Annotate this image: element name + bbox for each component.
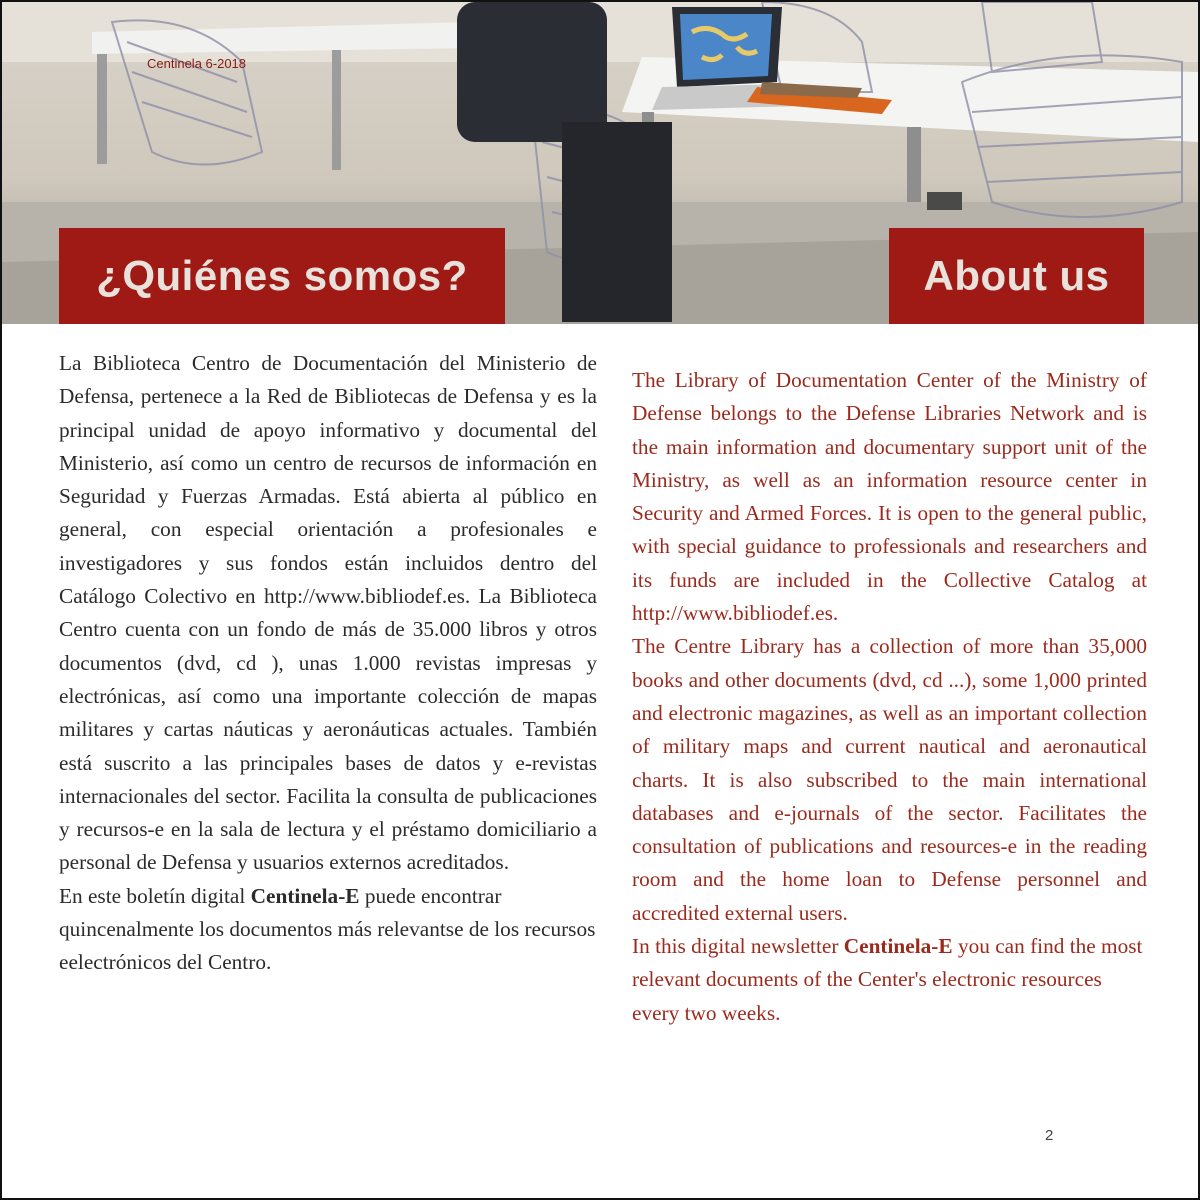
brand-name-es: Centinela-E bbox=[250, 883, 360, 908]
page-number: 2 bbox=[1045, 1127, 1054, 1144]
spanish-p2-intro: En este boletín digital bbox=[59, 883, 246, 908]
hero-photo bbox=[2, 2, 1198, 324]
english-paragraph-1: The Library of Documentation Center of the Ministry of Defense belongs to the Defense Libraries Network and is the main information and documentary support unit of the Ministry, as well as an information resource center in Security and Armed Forces. It is open to the general public, with special guidance to professionals and researchers and its funds are included in the Collective Catalog at http://www.bibliodef.es. bbox=[632, 368, 1147, 626]
english-paragraph-2: The Centre Library has a collection of more than 35,000 books and other documents (dvd, cd ...), some 1,000 printed and electronic magazines, as well as an important collection of military maps and current nautical and aeronautical charts. It is also subscribed to the main international databases and e-journals of the sector. Facilitates the consultation of publications and resources-e in the reading room and the home loan to Defense personnel and accredited external users. bbox=[632, 634, 1147, 925]
english-p3-rest: you can find the most relevant documents of the Center's electronic resources every two weeks. bbox=[632, 934, 1143, 1025]
issue-tag: Centinela 6-2018 bbox=[147, 56, 247, 71]
english-paragraph-3 bbox=[632, 930, 1147, 1030]
spanish-paragraph-1: La Biblioteca Centro de Documentación del Ministerio de Defensa, pertenece a la Red de Bibliotecas de Defensa y es la principal unidad de apoyo informativo y documental del Ministerio, así como un centro de recursos de información en Seguridad y Fuerzas Armadas. Está abierta al público en general, con especial orientación a profesionales e investigadores y sus fondos están incluidos dentro del Catálogo Colectivo en http://www.bibliodef.es. La Biblioteca Centro cuenta con un fondo de más de 35.000 libros y otros documentos (dvd, cd ), unas 1.000 revistas impresas y electrónicas, así como una importante colección de mapas militares y cartas náuticas y aeronáuticas actuales. También está suscrito a las principales bases de datos y e-revistas internacionales del sector. Facilita la consulta de publicaciones y recursos-e en la sala de lectura y el préstamo domiciliario a personal de Defensa y usuarios externos acreditados. bbox=[59, 351, 597, 875]
title-spanish: ¿Quiénes somos? bbox=[59, 228, 505, 324]
spanish-p2-rest: puede encontrar quincenalmente los documentos más relevantse de los recursos eelectrónicos del Centro. bbox=[59, 883, 596, 975]
brand-name-en: Centinela-E bbox=[843, 934, 953, 959]
english-column bbox=[632, 364, 1147, 1030]
spanish-column bbox=[59, 347, 597, 980]
title-english: About us bbox=[889, 228, 1144, 324]
english-p3-intro: In this digital newsletter bbox=[632, 934, 839, 959]
spanish-paragraph-2 bbox=[59, 880, 597, 980]
